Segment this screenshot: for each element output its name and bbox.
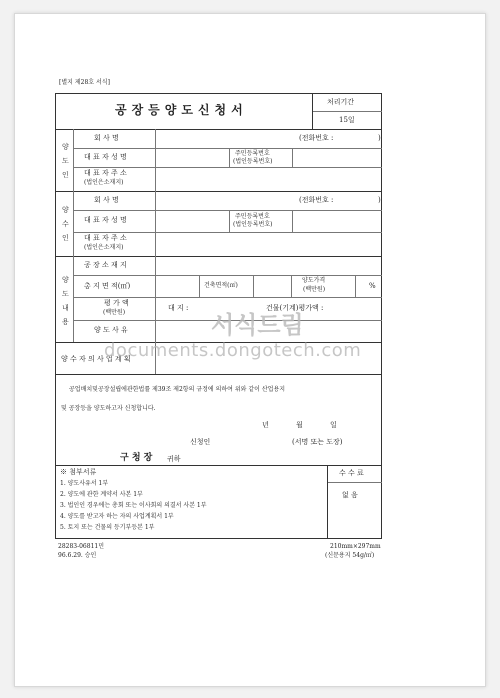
attachment-item: 3. 법인인 경우에는 총회 또는 이사회의 의결서 사본 1부 <box>60 502 207 509</box>
transfer-reason-label: 양 도 사 유 <box>94 326 128 334</box>
transferee-address-sub: (법인은소재지) <box>84 244 124 251</box>
form-title: 공장등양도신청서 <box>115 103 248 117</box>
watermark-url: documents.dongotech.com <box>104 340 362 361</box>
valuation-label: 평 가 액 <box>104 299 129 307</box>
transfer-section-label: 양 도 내 용 <box>62 276 69 326</box>
form-code: [별지 제28호 서식] <box>59 79 110 86</box>
building-value-label: 건물(기계)평가액 : <box>266 304 324 312</box>
total-area-label: 총 지 면 적(㎡) <box>84 282 131 290</box>
transferee-phone-label: (전화번호 : <box>299 196 334 204</box>
percent-sign: % <box>369 282 376 290</box>
transfer-price-label: 양도가격 <box>302 277 326 284</box>
transferor-company-label: 회 사 명 <box>94 134 119 142</box>
processing-period-value: 15일 <box>339 116 355 124</box>
transferor-address-sub: (법인은소재지) <box>84 179 124 186</box>
building-area-label: 건축면적(㎡) <box>204 282 238 289</box>
date-year-label: 년 <box>262 421 269 429</box>
transferor-rep-name-label: 대 표 자 성 명 <box>84 153 127 161</box>
recipient-suffix: 귀하 <box>167 455 181 463</box>
transferee-corpno-label: (법인등록번호) <box>233 221 273 228</box>
transfer-price-unit: (백만원) <box>303 286 326 293</box>
transferee-company-label: 회 사 명 <box>94 196 119 204</box>
transferor-phone-label: (전화번호 : <box>299 134 334 142</box>
transferor-section-label: 양 도 인 <box>62 143 69 179</box>
attachment-item: 1. 양도사유서 1부 <box>60 480 109 487</box>
valuation-unit: (백만원) <box>103 309 126 316</box>
recipient-label: 구 청 장 <box>120 453 153 463</box>
attachment-item: 5. 토지 또는 건물의 등기부등본 1부 <box>60 524 155 531</box>
footer-approval: 96.6.29. 승인 <box>58 552 97 559</box>
statement-line-2: 및 공장등을 양도하고자 신청합니다. <box>61 405 156 412</box>
transferor-regno-label: 주민등록번호 <box>235 150 270 157</box>
transferee-address-label: 대 표 자 주 소 <box>84 234 127 242</box>
signature-label: (서명 또는 도장) <box>292 438 343 446</box>
footer-paper-size: 210mm×297mm <box>330 543 381 550</box>
processing-period-label: 처리기간 <box>327 98 355 106</box>
transferor-corpno-label: (법인등록번호) <box>233 158 273 165</box>
fee-label: 수 수 료 <box>339 469 364 477</box>
date-day-label: 일 <box>330 421 337 429</box>
attachments-title: ※ 첨부서류 <box>60 468 97 476</box>
statement-line-1: 공업배치및공장설립에관한법률 제39조 제2항의 규정에 의하여 위와 같이 산업용지 <box>69 386 286 393</box>
attachment-item: 4. 양도를 받고자 하는 자의 사업계획서 1부 <box>60 513 174 520</box>
transferor-address-label: 대 표 자 주 소 <box>84 169 127 177</box>
footer-paper-type: (신문용지 54g/㎡) <box>325 552 375 559</box>
business-plan-label: 양 수 자 의 사 업 계 획 <box>61 355 131 363</box>
fee-value: 없 음 <box>342 491 358 499</box>
date-month-label: 월 <box>296 421 303 429</box>
factory-location-label: 공 장 소 재 지 <box>84 261 127 269</box>
watermark-title: 서식드림 <box>211 311 304 339</box>
land-value-label: 대 지 : <box>168 304 189 312</box>
transferee-regno-label: 주민등록번호 <box>235 213 270 220</box>
transferee-rep-name-label: 대 표 자 성 명 <box>84 216 127 224</box>
applicant-label: 신청인 <box>190 438 211 446</box>
attachment-item: 2. 양도에 관한 계약서 사본 1부 <box>60 491 143 498</box>
footer-form-number: 28283-06811민 <box>58 543 104 550</box>
transferee-section-label: 양 수 인 <box>62 206 69 242</box>
